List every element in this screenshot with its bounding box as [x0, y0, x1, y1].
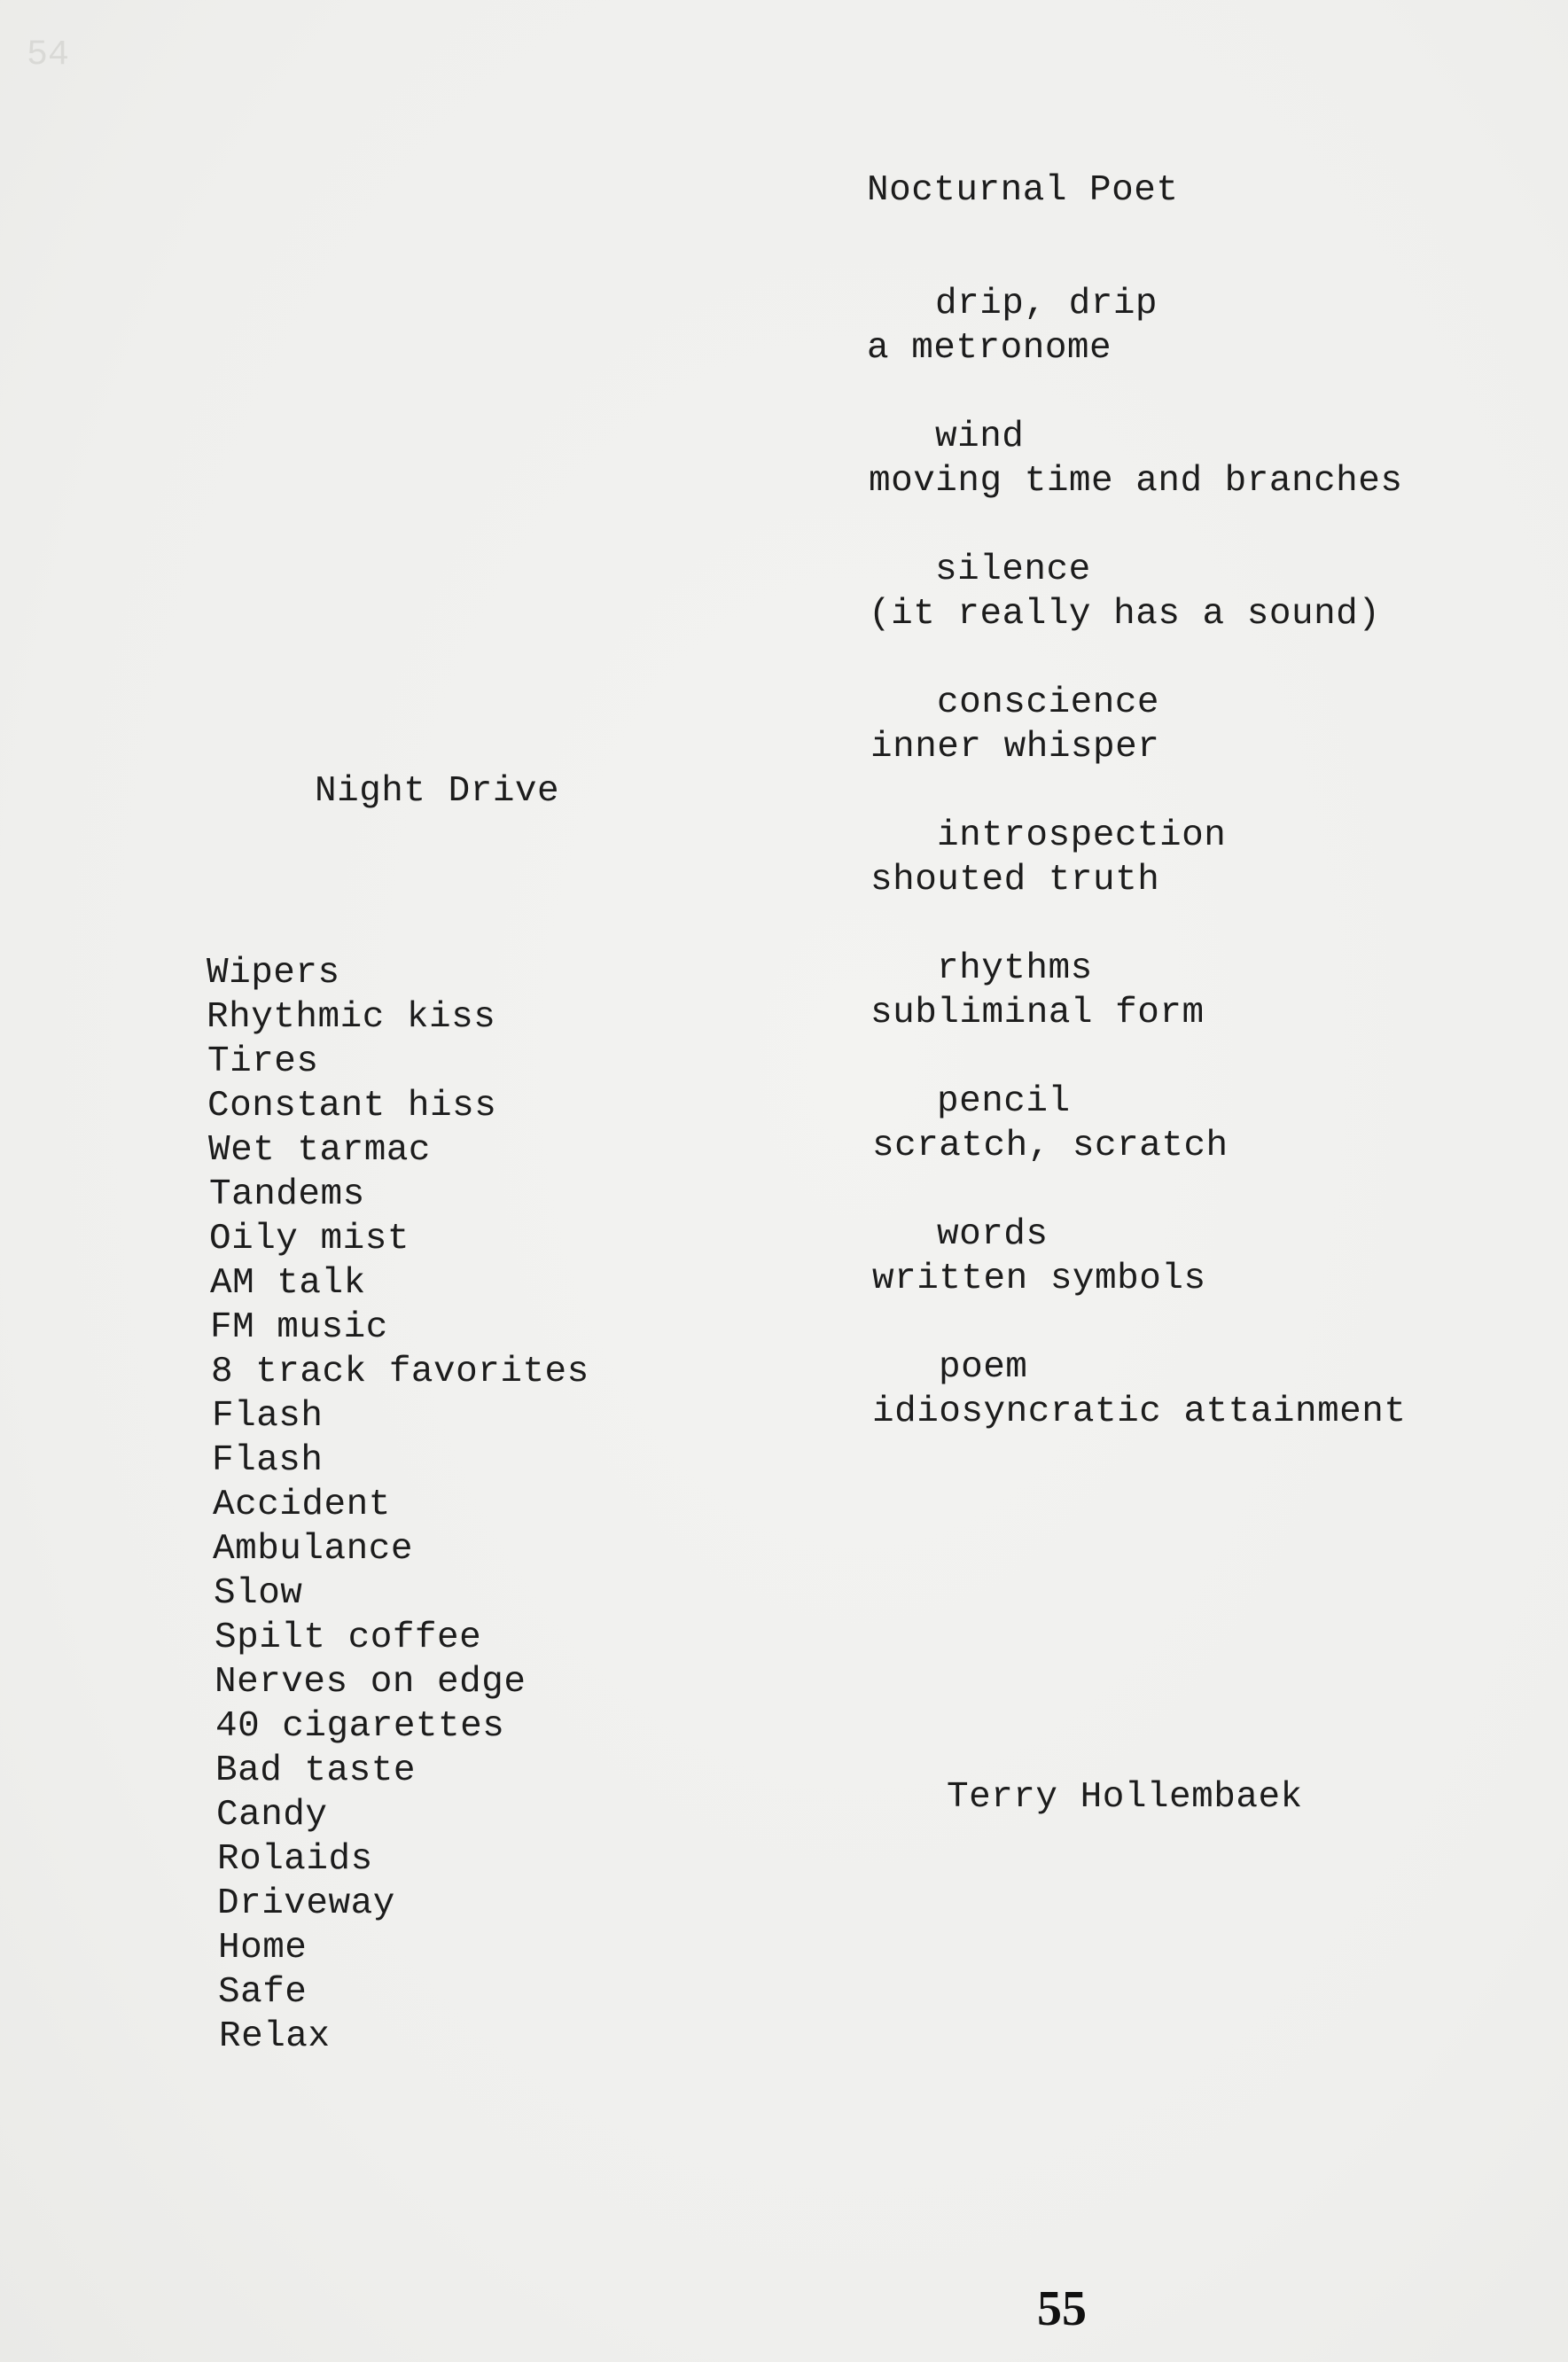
poem-line: Rolaids	[217, 1839, 373, 1880]
stanza-line: written symbols	[872, 1259, 1206, 1299]
poem-line: 8 track favorites	[211, 1352, 589, 1392]
poem-line: Wet tarmac	[208, 1130, 432, 1171]
stanza-word: words	[937, 1214, 1049, 1255]
stanza-line: subliminal form	[870, 993, 1205, 1033]
poem-line: Relax	[219, 2016, 331, 2057]
poem-line: Safe	[218, 1972, 308, 2013]
stanza-word: poem	[939, 1347, 1028, 1388]
stanza-line: idiosyncratic attainment	[872, 1391, 1407, 1432]
poem-line: Bad taste	[215, 1750, 416, 1791]
poem-line: Ambulance	[213, 1529, 413, 1570]
stanza-line: scratch, scratch	[872, 1126, 1229, 1166]
poem-line: Constant hiss	[207, 1086, 497, 1126]
poem-line: Flash	[212, 1396, 324, 1437]
poem-line: 40 cigarettes	[215, 1706, 505, 1747]
poem-line: Accident	[213, 1485, 391, 1525]
page-number: 55	[1037, 2281, 1087, 2336]
poem-line: Oily mist	[209, 1219, 410, 1259]
stanza-line: moving time and branches	[869, 461, 1403, 502]
stanza-line: inner whisper	[870, 727, 1160, 768]
stanza-line: a metronome	[867, 328, 1112, 369]
poem-line: Tires	[207, 1041, 319, 1082]
stanza-line: shouted truth	[870, 860, 1160, 900]
stanza-word: conscience	[937, 682, 1160, 723]
poem-title-night-drive: Night Drive	[315, 771, 560, 812]
poem-line: Candy	[216, 1795, 328, 1836]
poem-title-nocturnal-poet: Nocturnal Poet	[867, 170, 1179, 211]
bleed-through-page-number: 54	[27, 35, 70, 75]
poem-line: Slow	[214, 1573, 303, 1614]
poem-line: Nerves on edge	[215, 1662, 527, 1703]
poem-line: Tandems	[209, 1174, 365, 1215]
poem-line: AM talk	[210, 1263, 366, 1304]
stanza-word: wind	[935, 417, 1025, 457]
stanza-word: drip, drip	[935, 284, 1158, 324]
poem-line: Flash	[212, 1440, 324, 1481]
poem-line: Wipers	[207, 953, 340, 994]
poem-line: FM music	[210, 1307, 388, 1348]
poem-line: Driveway	[217, 1883, 395, 1924]
stanza-word: introspection	[937, 815, 1227, 856]
author-signature: Terry Hollembaek	[947, 1777, 1303, 1818]
stanza-line: (it really has a sound)	[869, 594, 1381, 635]
stanza-word: rhythms	[937, 948, 1093, 989]
poem-line: Spilt coffee	[215, 1618, 482, 1658]
poem-line: Home	[218, 1928, 308, 1968]
stanza-word: pencil	[937, 1081, 1071, 1122]
poem-line: Rhythmic kiss	[207, 997, 496, 1038]
stanza-word: silence	[935, 550, 1091, 590]
